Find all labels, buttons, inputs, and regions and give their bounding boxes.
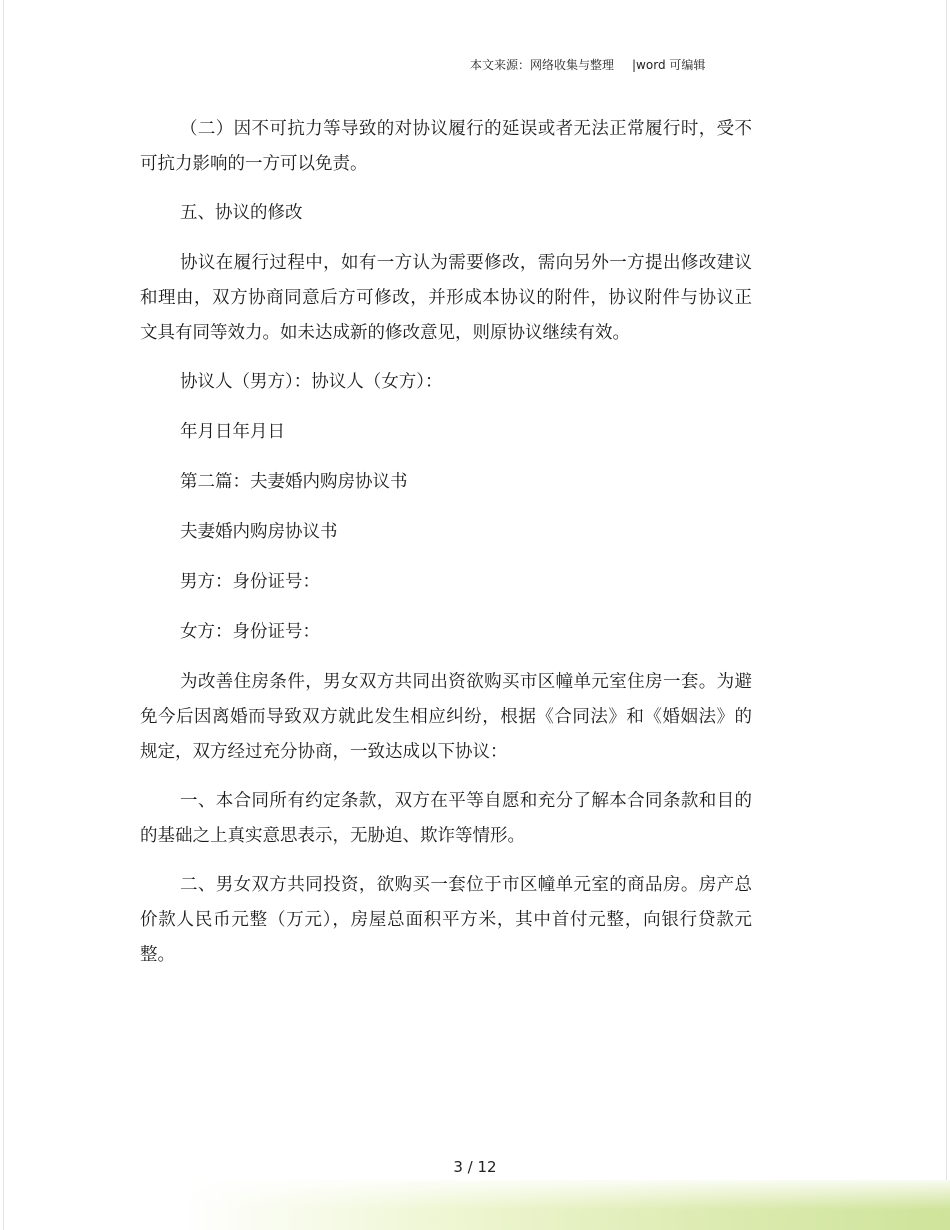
footer-decorative-band: [180, 1180, 950, 1230]
date-line: 年月日年月日: [180, 422, 285, 442]
page-header: [470, 56, 705, 73]
male-party-line: 男方：身份证号：: [180, 572, 320, 592]
signature-line: 协议人（男方）：协议人（女方）：: [180, 372, 443, 392]
paragraph-force-majeure: （二）因不可抗力等导致的对协议履行的延误或者无法正常履行时，受不可抗力影响的一方可以免责。: [140, 119, 752, 174]
page-number: 3 / 12: [453, 1158, 497, 1176]
paragraph-preamble: 为改善住房条件，男女双方共同出资欲购买市区幢单元室住房一套。为避免今后因离婚而导致双方就此发生相应纠纷，根据《合同法》和《婚姻法》的规定，双方经过充分协商，一致达成以下协议：: [140, 672, 752, 762]
header-edit-label: |word 可编辑: [632, 58, 706, 72]
header-source-label: 本文来源：网络收集与整理: [470, 58, 615, 72]
paragraph-clause-one: 一、本合同所有约定条款，双方在平等自愿和充分了解本合同条款和目的的基础之上真实意思表示，无胁迫、欺诈等情形。: [140, 791, 752, 846]
female-party-line: 女方：身份证号：: [180, 622, 320, 642]
document-body: [140, 112, 752, 987]
chapter-heading: 第二篇：夫妻婚内购房协议书: [180, 472, 408, 492]
document-title: 夫妻婚内购房协议书: [180, 522, 338, 542]
page-edge-left: [3, 0, 4, 1230]
paragraph-clause-two: 二、男女双方共同投资，欲购买一套位于市区幢单元室的商品房。房产总价款人民币元整（万元），房屋总面积平方米，其中首付元整，向银行贷款元整。: [140, 875, 752, 965]
paragraph-amendment: 协议在履行过程中，如有一方认为需要修改，需向另外一方提出修改建议和理由，双方协商同意后方可修改，并形成本协议的附件，协议附件与协议正文具有同等效力。如未达成新的修改意见，则原协议继续有效。: [140, 253, 752, 343]
page-edge-right: [946, 0, 947, 1230]
section-heading-amendment: 五、协议的修改: [180, 203, 303, 223]
